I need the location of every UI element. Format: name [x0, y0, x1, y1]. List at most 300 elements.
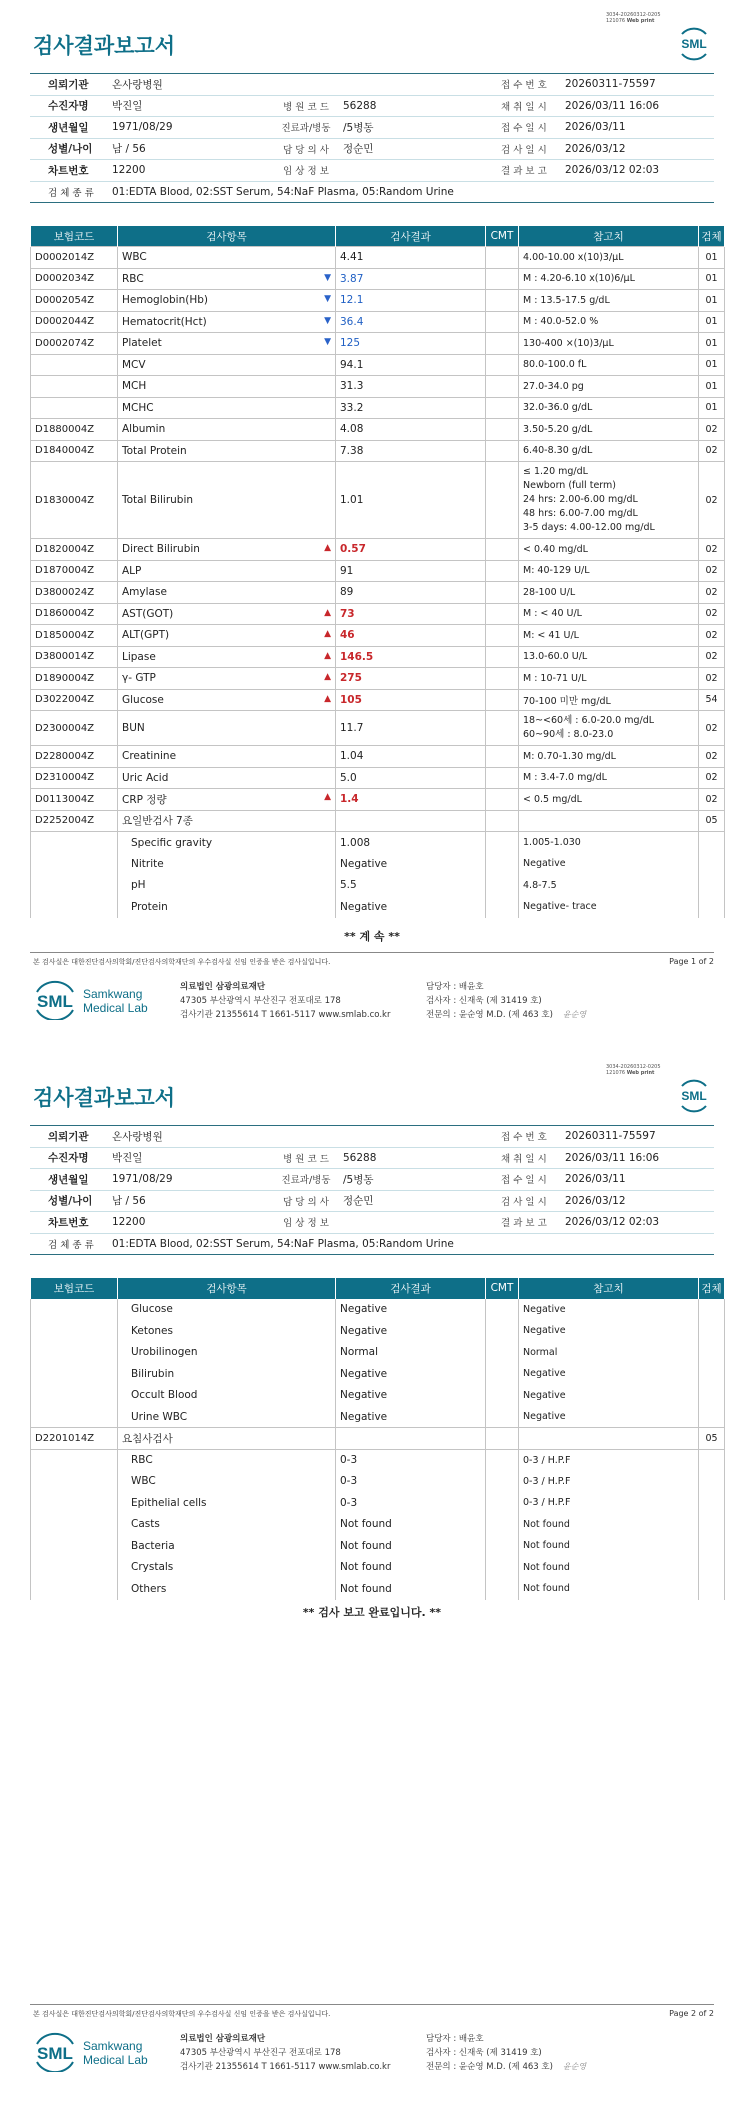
test-item: [118, 1385, 336, 1407]
info-value: 2026/03/12 02:03: [561, 160, 714, 182]
insurance-code: [31, 1535, 118, 1557]
test-item-name: Platelet: [122, 337, 162, 350]
footer-organization: 의료법인 삼광의료재단 47305 부산광역시 부산진구 전포대로 178 검사기관 21355614 T 1661-5117 www.smlab.co.kr: [180, 982, 391, 1020]
high-arrow-icon: ▲: [324, 693, 331, 704]
test-item: [118, 1578, 336, 1600]
test-result: Normal: [336, 1342, 486, 1364]
specimen-code: 02: [699, 539, 725, 561]
comment-cell: [486, 1299, 519, 1321]
specimen-code: 01: [699, 397, 725, 419]
comment-cell: [486, 582, 519, 604]
test-item: [118, 354, 336, 376]
specimen-code: 02: [699, 668, 725, 690]
footer-staff: 담당자 : 배윤호 검사자 : 신재욱 (제 31419 호) 전문의 : 윤순영 M.D. (제 463 호) 윤순영: [426, 982, 587, 1020]
comment-cell: [486, 397, 519, 419]
test-result: 0-3: [336, 1492, 486, 1514]
test-result: 5.5: [336, 875, 486, 897]
test-item-name: RBC: [131, 1454, 153, 1466]
high-arrow-icon: ▲: [324, 650, 331, 661]
test-item-name: Casts: [131, 1518, 160, 1531]
table-row: [31, 354, 725, 376]
specimen-code: 02: [699, 603, 725, 625]
table-row: [31, 419, 725, 441]
sml-logo-icon: [676, 1078, 712, 1114]
test-item: [118, 1492, 336, 1514]
logo-name-2: Medical Lab: [83, 1001, 148, 1015]
test-item-name: Glucose: [122, 693, 164, 706]
insurance-code: [31, 1514, 118, 1536]
table-row: [31, 539, 725, 561]
test-result: Negative: [336, 853, 486, 875]
info-value: 정순민: [339, 138, 479, 160]
test-result: 1.008: [336, 832, 486, 854]
info-label: 의뢰기관: [30, 1126, 108, 1148]
high-arrow-icon: ▲: [324, 629, 331, 640]
specimen-code: 02: [699, 625, 725, 647]
insurance-code: D1850004Z: [31, 625, 118, 647]
test-item: [118, 646, 336, 668]
comment-cell: [486, 1342, 519, 1364]
insurance-code: [31, 1299, 118, 1321]
info-label: 검 체 종 류: [30, 1233, 108, 1255]
logo-sml-text: SML: [37, 2044, 73, 2063]
page-number: Page 1 of 2: [669, 957, 714, 966]
info-value: 20260311-75597: [561, 74, 714, 96]
insurance-code: [31, 376, 118, 398]
col-header-item: 검사항목: [118, 226, 336, 247]
test-item: [118, 1557, 336, 1579]
test-result: [336, 1428, 486, 1450]
insurance-code: [31, 1320, 118, 1342]
test-item-name: MCH: [122, 380, 147, 393]
reference-range: 6.40-8.30 g/dL: [519, 440, 699, 462]
test-result: Not found: [336, 1514, 486, 1536]
insurance-code: D0002044Z: [31, 311, 118, 333]
reference-range: Negative: [519, 853, 699, 875]
specimen-code: 01: [699, 290, 725, 312]
test-item: [118, 582, 336, 604]
insurance-code: [31, 875, 118, 897]
table-row: [31, 1492, 725, 1514]
test-item-name: Glucose: [131, 1303, 173, 1316]
test-result: 105: [336, 689, 486, 711]
info-value: 박진일: [108, 1147, 273, 1169]
test-item-name: Total Protein: [122, 444, 187, 457]
test-item: [118, 311, 336, 333]
comment-cell: [486, 539, 519, 561]
specimen-code: [699, 1535, 725, 1557]
table-row: [31, 853, 725, 875]
col-header-ref: 참고치: [519, 226, 699, 247]
info-label: 결 과 보 고: [479, 1212, 561, 1234]
info-label: 담 당 의 사: [273, 138, 339, 160]
insurance-code: [31, 1385, 118, 1407]
comment-cell: [486, 896, 519, 918]
insurance-code: D2300004Z: [31, 711, 118, 746]
comment-cell: [486, 462, 519, 539]
test-item: [118, 539, 336, 561]
reference-range: 0-3 / H.P.F: [519, 1492, 699, 1514]
results-table: [30, 1277, 725, 1600]
insurance-code: D2280004Z: [31, 746, 118, 768]
test-item-name: Occult Blood: [131, 1389, 198, 1402]
info-label: 접 수 일 시: [479, 1169, 561, 1191]
table-row: [31, 896, 725, 918]
table-row: [31, 1449, 725, 1471]
reference-range: 3.50-5.20 g/dL: [519, 419, 699, 441]
samkwang-logo: [33, 2032, 178, 2072]
info-label: 검 체 종 류: [30, 181, 108, 203]
test-item-name: BUN: [122, 722, 145, 734]
reference-range: M : 10-71 U/L: [519, 668, 699, 690]
comment-cell: [486, 311, 519, 333]
reference-range: < 0.5 mg/dL: [519, 789, 699, 811]
test-item-name: WBC: [122, 251, 147, 264]
comment-cell: [486, 875, 519, 897]
test-item: [118, 1471, 336, 1493]
reference-range: < 0.40 mg/dL: [519, 539, 699, 561]
test-item: [118, 462, 336, 539]
reference-line: 18~<60세 : 6.0-20.0 mg/dL: [523, 715, 655, 726]
test-item-name: pH: [131, 879, 146, 892]
footer-accreditation-note: 본 검사실은 대한진단검사의학회/진단검사의학재단의 우수검사실 신임 인증을 받은 검사실입니다.: [33, 958, 331, 966]
specimen-code: 02: [699, 462, 725, 539]
test-result: 12.1: [336, 290, 486, 312]
test-item: [118, 290, 336, 312]
insurance-code: [31, 896, 118, 918]
info-label: 검 사 일 시: [479, 1190, 561, 1212]
comment-cell: [486, 668, 519, 690]
info-label: 검 사 일 시: [479, 138, 561, 160]
test-item-name: Hemoglobin(Hb): [122, 294, 209, 307]
specimen-code: [699, 1557, 725, 1579]
info-value: 남 / 56: [108, 138, 273, 160]
reference-range: Not found: [519, 1535, 699, 1557]
test-item: [118, 1535, 336, 1557]
reference-range: 13.0-60.0 U/L: [519, 646, 699, 668]
specimen-code: 05: [699, 810, 725, 832]
reference-line: 60~90세 : 8.0-23.0: [523, 729, 614, 740]
specimen-code: [699, 853, 725, 875]
table-row: [31, 646, 725, 668]
comment-cell: [486, 832, 519, 854]
low-arrow-icon: ▼: [324, 315, 331, 326]
low-arrow-icon: ▼: [324, 337, 331, 348]
specimen-code: [699, 1320, 725, 1342]
info-label: 진료과/병동: [273, 1169, 339, 1191]
test-item: [118, 767, 336, 789]
insurance-code: D1890004Z: [31, 668, 118, 690]
comment-cell: [486, 333, 519, 355]
specimen-code: [699, 1449, 725, 1471]
specimen-code: 02: [699, 767, 725, 789]
info-value: 2026/03/11 16:06: [561, 1147, 714, 1169]
info-label: 접 수 일 시: [479, 117, 561, 139]
col-header-result: 검사결과: [336, 1278, 486, 1299]
table-row: [31, 767, 725, 789]
test-result: 1.01: [336, 462, 486, 539]
test-item: [118, 1342, 336, 1364]
test-result: 275: [336, 668, 486, 690]
test-item-name: Albumin: [122, 423, 166, 436]
test-item-name: Uric Acid: [122, 771, 169, 784]
low-arrow-icon: ▼: [324, 294, 331, 305]
test-item: [118, 268, 336, 290]
col-header-specimen: 검체: [699, 1278, 725, 1299]
info-label: 수진자명: [30, 95, 108, 117]
test-item: [118, 875, 336, 897]
specimen-code: 02: [699, 440, 725, 462]
test-result: 1.04: [336, 746, 486, 768]
comment-cell: [486, 247, 519, 269]
reference-range: 28-100 U/L: [519, 582, 699, 604]
info-label: 성별/나이: [30, 138, 108, 160]
comment-cell: [486, 1557, 519, 1579]
test-item-name: Creatinine: [122, 750, 177, 763]
col-header-item: 검사항목: [118, 1278, 336, 1299]
test-result: Negative: [336, 896, 486, 918]
table-row: [31, 603, 725, 625]
reference-line: 48 hrs: 6.00-7.00 mg/dL: [523, 508, 638, 519]
comment-cell: [486, 1385, 519, 1407]
table-row: [31, 1363, 725, 1385]
test-result: Negative: [336, 1363, 486, 1385]
test-item-name: 요일반검사 7종: [122, 815, 193, 828]
specimen-code: 02: [699, 646, 725, 668]
info-value: 56288: [339, 1147, 479, 1169]
patient-info-table: [30, 1125, 714, 1255]
insurance-code: D2310004Z: [31, 767, 118, 789]
reference-range: M: < 41 U/L: [519, 625, 699, 647]
high-arrow-icon: ▲: [324, 607, 331, 618]
report-completed-text: ** 검사 보고 완료입니다. **: [302, 1606, 442, 1619]
test-item-name: Specific gravity: [131, 836, 213, 849]
info-value: /5병동: [339, 117, 479, 139]
info-label: 접 수 번 호: [479, 74, 561, 96]
table-row: [31, 1471, 725, 1493]
specimen-code: [699, 1578, 725, 1600]
info-value: 남 / 56: [108, 1190, 273, 1212]
col-header-cmt: CMT: [486, 226, 519, 247]
reference-range: Negative: [519, 1320, 699, 1342]
insurance-code: D1870004Z: [31, 560, 118, 582]
insurance-code: D0002054Z: [31, 290, 118, 312]
test-item-name: Lipase: [122, 650, 156, 663]
sml-logo-text: SML: [681, 37, 707, 51]
insurance-code: [31, 832, 118, 854]
insurance-code: D2252004Z: [31, 810, 118, 832]
specimen-code: [699, 1363, 725, 1385]
reference-range: Not found: [519, 1557, 699, 1579]
info-value: 박진일: [108, 95, 273, 117]
test-item-name: ALP: [122, 564, 142, 577]
insurance-code: D0113004Z: [31, 789, 118, 811]
test-result: 91: [336, 560, 486, 582]
table-row: [31, 268, 725, 290]
specimen-code: 02: [699, 560, 725, 582]
test-result: 5.0: [336, 767, 486, 789]
insurance-code: [31, 1471, 118, 1493]
table-row: [31, 689, 725, 711]
test-item: [118, 668, 336, 690]
footer-divider: [30, 2004, 714, 2005]
insurance-code: D1830004Z: [31, 462, 118, 539]
specimen-code: 05: [699, 1428, 725, 1450]
comment-cell: [486, 560, 519, 582]
high-arrow-icon: ▲: [324, 672, 331, 683]
comment-cell: [486, 1363, 519, 1385]
table-row: [31, 832, 725, 854]
comment-cell: [486, 689, 519, 711]
table-row: [31, 462, 725, 539]
info-label: 생년월일: [30, 1169, 108, 1191]
table-row: [31, 1342, 725, 1364]
col-header-code: 보험코드: [31, 1278, 118, 1299]
reference-range: [519, 462, 699, 539]
test-item: [118, 1320, 336, 1342]
specimen-code: 02: [699, 746, 725, 768]
test-item: [118, 1299, 336, 1321]
comment-cell: [486, 853, 519, 875]
info-value: [339, 1212, 479, 1234]
test-result: 3.87: [336, 268, 486, 290]
reference-range: [519, 810, 699, 832]
table-row: [31, 1406, 725, 1428]
test-item: [118, 333, 336, 355]
specimen-code: [699, 1299, 725, 1321]
test-result: Negative: [336, 1406, 486, 1428]
info-value: 2026/03/12 02:03: [561, 1212, 714, 1234]
insurance-code: D1820004Z: [31, 539, 118, 561]
comment-cell: [486, 711, 519, 746]
test-item-name: ALT(GPT): [122, 629, 170, 642]
test-item: [118, 1428, 336, 1450]
info-label: 담 당 의 사: [273, 1190, 339, 1212]
reference-range: Negative: [519, 1299, 699, 1321]
insurance-code: D3022004Z: [31, 689, 118, 711]
test-item-name: Hematocrit(Hct): [122, 315, 207, 328]
specimen-code: [699, 1342, 725, 1364]
results-table: [30, 225, 725, 918]
reference-range: Negative: [519, 1406, 699, 1428]
test-item-name: Crystals: [131, 1561, 174, 1574]
info-value: 2026/03/12: [561, 138, 714, 160]
info-value: 1971/08/29: [108, 117, 273, 139]
test-result: 146.5: [336, 646, 486, 668]
reference-range: M : 3.4-7.0 mg/dL: [519, 767, 699, 789]
info-value: 2026/03/11: [561, 117, 714, 139]
test-item: [118, 397, 336, 419]
test-item-name: CRP 정량: [122, 793, 167, 806]
sml-logo-text: SML: [681, 1089, 707, 1103]
test-result: Not found: [336, 1535, 486, 1557]
footer-divider: [30, 952, 714, 953]
reference-range: 0-3 / H.P.F: [519, 1471, 699, 1493]
info-label: 생년월일: [30, 117, 108, 139]
comment-cell: [486, 1578, 519, 1600]
reference-line: 3-5 days: 4.00-12.00 mg/dL: [523, 522, 655, 533]
test-result: Not found: [336, 1557, 486, 1579]
report-page-1: [0, 0, 744, 1050]
insurance-code: D0002014Z: [31, 247, 118, 269]
info-label: 병 원 코 드: [273, 95, 339, 117]
comment-cell: [486, 1492, 519, 1514]
comment-cell: [486, 354, 519, 376]
test-result: 4.08: [336, 419, 486, 441]
test-result: [336, 810, 486, 832]
table-row: [31, 711, 725, 746]
page-number: Page 2 of 2: [669, 2009, 714, 2018]
info-label: 채 취 일 시: [479, 95, 561, 117]
test-item-name: Others: [131, 1582, 167, 1595]
table-row: [31, 1385, 725, 1407]
comment-cell: [486, 746, 519, 768]
test-result: 46: [336, 625, 486, 647]
col-header-cmt: CMT: [486, 1278, 519, 1299]
table-row: [31, 582, 725, 604]
specimen-code: 01: [699, 354, 725, 376]
table-row: [31, 376, 725, 398]
insurance-code: [31, 1557, 118, 1579]
specimen-code: 01: [699, 333, 725, 355]
info-value: 온사랑병원: [108, 1126, 273, 1148]
reference-range: Not found: [519, 1514, 699, 1536]
table-row: [31, 1514, 725, 1536]
table-row: [31, 311, 725, 333]
test-result: 73: [336, 603, 486, 625]
reference-range: [519, 1428, 699, 1450]
reference-range: Not found: [519, 1578, 699, 1600]
insurance-code: D3800014Z: [31, 646, 118, 668]
test-item: [118, 603, 336, 625]
reference-range: 27.0-34.0 pg: [519, 376, 699, 398]
test-result: 36.4: [336, 311, 486, 333]
table-row: [31, 440, 725, 462]
test-item: [118, 810, 336, 832]
comment-cell: [486, 767, 519, 789]
specimen-code: 02: [699, 419, 725, 441]
info-label: 의뢰기관: [30, 74, 108, 96]
report-title: 검사결과보고서: [33, 1086, 176, 1110]
table-row: [31, 1535, 725, 1557]
info-value: 20260311-75597: [561, 1126, 714, 1148]
test-result: Negative: [336, 1299, 486, 1321]
footer-accreditation-note: 본 검사실은 대한진단검사의학회/진단검사의학재단의 우수검사실 신임 인증을 받은 검사실입니다.: [33, 2010, 331, 2018]
info-label: 차트번호: [30, 160, 108, 182]
info-value: [339, 160, 479, 182]
table-row: [31, 247, 725, 269]
test-result: 31.3: [336, 376, 486, 398]
low-arrow-icon: ▼: [324, 272, 331, 283]
test-item-name: Total Bilirubin: [122, 494, 194, 506]
comment-cell: [486, 376, 519, 398]
test-result: 125: [336, 333, 486, 355]
test-item: [118, 247, 336, 269]
test-item-name: MCHC: [122, 401, 154, 414]
reference-line: 24 hrs: 2.00-6.00 mg/dL: [523, 494, 638, 505]
reference-range: 130-400 ×(10)3/μL: [519, 333, 699, 355]
signature: 윤순영: [562, 2062, 587, 2071]
test-item: [118, 440, 336, 462]
table-row: [31, 625, 725, 647]
test-item: [118, 853, 336, 875]
specimen-code: [699, 896, 725, 918]
info-label: 병 원 코 드: [273, 1147, 339, 1169]
info-label: 결 과 보 고: [479, 160, 561, 182]
logo-sml-text: SML: [37, 992, 73, 1011]
col-header-result: 검사결과: [336, 226, 486, 247]
test-result: 33.2: [336, 397, 486, 419]
